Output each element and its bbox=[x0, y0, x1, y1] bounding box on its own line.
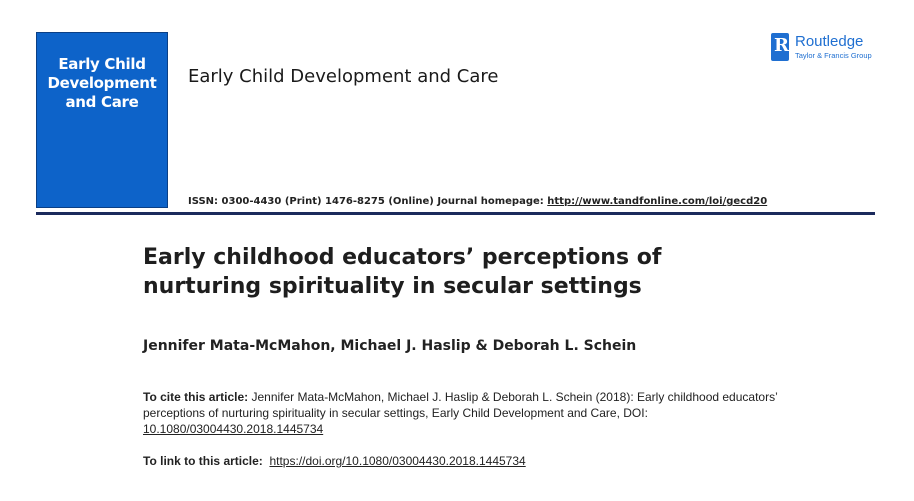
cover-title-line: Development bbox=[47, 74, 157, 92]
journal-cover-image bbox=[36, 32, 168, 208]
publisher-logo bbox=[771, 33, 881, 61]
journal-name: Early Child Development and Care bbox=[188, 66, 499, 87]
header-divider bbox=[36, 212, 875, 215]
cover-title-line: and Care bbox=[65, 93, 139, 111]
cover-title bbox=[47, 55, 157, 112]
cover-barcode-line bbox=[73, 181, 131, 185]
journal-homepage-link[interactable]: http://www.tandfonline.com/loi/gecd20 bbox=[547, 196, 768, 207]
cite-text: Jennifer Mata-McMahon, Michael J. Haslip & Deborah L. Schein (2018): Early childhood educators’ perceptions of nurturing spirituality in secular settings, Early Child Development and Care, DOI: bbox=[143, 390, 778, 420]
article-doi-link[interactable]: https://doi.org/10.1080/03004430.2018.1445734 bbox=[269, 454, 526, 468]
citation-block bbox=[143, 389, 783, 437]
cover-title-line: Early Child bbox=[58, 55, 146, 73]
article-title-line: Early childhood educators’ perceptions of bbox=[143, 245, 662, 270]
publisher-name: Routledge bbox=[795, 33, 864, 50]
article-authors: Jennifer Mata-McMahon, Michael J. Haslip & Deborah L. Schein bbox=[143, 338, 637, 354]
issn-line bbox=[188, 196, 767, 207]
article-title-line: nurturing spirituality in secular settings bbox=[143, 274, 642, 299]
issn-text: ISSN: 0300-4430 (Print) 1476-8275 (Online) Journal homepage: bbox=[188, 196, 544, 207]
link-label: To link to this article: bbox=[143, 454, 263, 468]
article-link-line bbox=[143, 454, 526, 468]
cite-label: To cite this article: bbox=[143, 390, 249, 404]
cite-doi-link[interactable]: 10.1080/03004430.2018.1445734 bbox=[143, 422, 324, 436]
article-title bbox=[143, 243, 783, 301]
routledge-r-icon bbox=[771, 33, 789, 61]
publisher-subtitle: Taylor & Francis Group bbox=[795, 51, 872, 60]
